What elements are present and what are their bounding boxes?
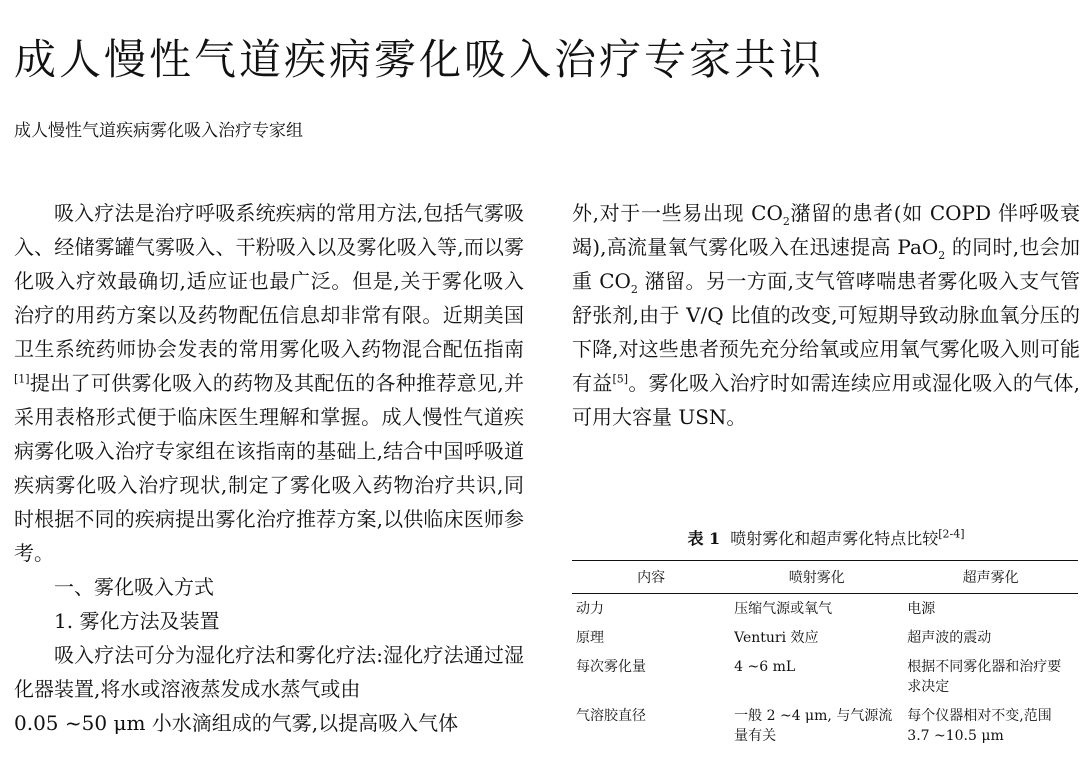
- comparison-table: [572, 560, 1078, 750]
- table-header-row: [572, 561, 1078, 594]
- table-cell: 4 ~6 mL: [734, 659, 796, 675]
- table-cell: 原理: [576, 630, 604, 646]
- table-cell: 超声波的震动: [907, 630, 992, 646]
- table-1-citation[interactable]: [2-4]: [938, 527, 965, 541]
- right-column: [572, 196, 1080, 434]
- intro-text-part-1: 吸入疗法是治疗呼吸系统疾病的常用方法,包括气雾吸入、经储雾罐气雾吸入、干粉吸入以及雾化吸入等,而以雾化吸入疗效最确切,适应证也最广泛。但是,关于雾化吸入治疗的用药方案以及药物配伍信息却非常有限。近期美国卫生系统药师协会发表的常用雾化吸入药物混合配伍指南: [14, 201, 524, 361]
- oxygen-text-part-5: 。雾化吸入治疗时如需连续应用或湿化吸入的气体,可用大容量 USN。: [572, 371, 1080, 429]
- table-cell: 根据不同雾化器和治疗要求决定: [907, 659, 1062, 695]
- intro-text-part-2: 提出了可供雾化吸入的药物及其配伍的各种推荐意见,并采用表格形式便于临床医生理解和掌握。成人慢性气道疾病雾化吸入治疗专家组在该指南的基础上,结合中国呼吸道疾病雾化吸入治疗现状,制定了雾化吸入药物治疗共识,同时根据不同的疾病提出雾化治疗推荐方案,以供临床医师参考。: [14, 371, 524, 565]
- oxygen-text-part-1: 外,对于一些易出现 CO: [572, 201, 783, 225]
- table-cell: 每次雾化量: [576, 659, 646, 675]
- table-cell: 每个仪器相对不变,范围 3.7 ~10.5 μm: [907, 708, 1052, 744]
- page-title: 成人慢性气道疾病雾化吸入治疗专家共识: [14, 35, 825, 84]
- table-header-cell: 喷射雾化: [788, 570, 845, 586]
- table-1-caption-text: 喷射雾化和超声雾化特点比较: [730, 529, 939, 548]
- table-cell: 一般 2 ~4 μm, 与气源流量有关: [734, 708, 893, 744]
- table-cell: 气溶胶直径: [576, 708, 646, 724]
- table-row: [572, 623, 1078, 652]
- table-1-caption: [572, 526, 1080, 552]
- oxygen-text-part-2: 潴留的患者(如 COPD 伴呼吸衰竭),高流量氧气雾化吸入在迅速提高 PaO: [572, 201, 1080, 259]
- table-row: [572, 652, 1078, 701]
- pao2-subscript: 2: [938, 249, 946, 262]
- table-cell: 压缩气源或氧气: [734, 601, 833, 617]
- method-paragraph-cut-line: 0.05 ~50 μm 小水滴组成的气雾,以提高吸入气体: [14, 711, 459, 735]
- table-header-cell: 内容: [637, 570, 666, 586]
- author-line: 成人慢性气道疾病雾化吸入治疗专家组: [14, 121, 303, 141]
- citation-5[interactable]: [5]: [612, 372, 629, 386]
- intro-paragraph: [14, 196, 524, 570]
- table-header-cell: 超声雾化: [962, 570, 1019, 586]
- table-cell: 动力: [576, 601, 604, 617]
- oxygen-text-part-4: 潴留。另一方面,支气管哮喘患者雾化吸入支气管舒张剂,由于 V/Q 比值的改变,可短期导致动脉血氧分压的下降,对这些患者预先充分给氧或应用氧气雾化吸入则可能有益: [572, 269, 1080, 395]
- oxygen-text-part-3: 的同时,也会加重 CO: [572, 235, 1080, 293]
- left-column: [14, 196, 524, 740]
- subsection-heading-1: 1. 雾化方法及装置: [54, 609, 220, 633]
- co2-subscript-1: 2: [782, 215, 790, 228]
- co2-subscript-2: 2: [630, 283, 638, 296]
- method-paragraph: 吸入疗法可分为湿化疗法和雾化疗法:湿化疗法通过湿化器装置,将水或溶液蒸发成水蒸气或由: [14, 643, 524, 701]
- table-cell: 电源: [907, 601, 936, 617]
- citation-1[interactable]: [1]: [14, 372, 30, 386]
- section-heading-1: 一、雾化吸入方式: [54, 575, 214, 599]
- table-row: [572, 594, 1078, 624]
- table-1-number: 表 1: [687, 529, 721, 548]
- table-row: [572, 701, 1078, 750]
- table-cell: Venturi 效应: [734, 630, 819, 646]
- oxygen-paragraph: [572, 196, 1080, 434]
